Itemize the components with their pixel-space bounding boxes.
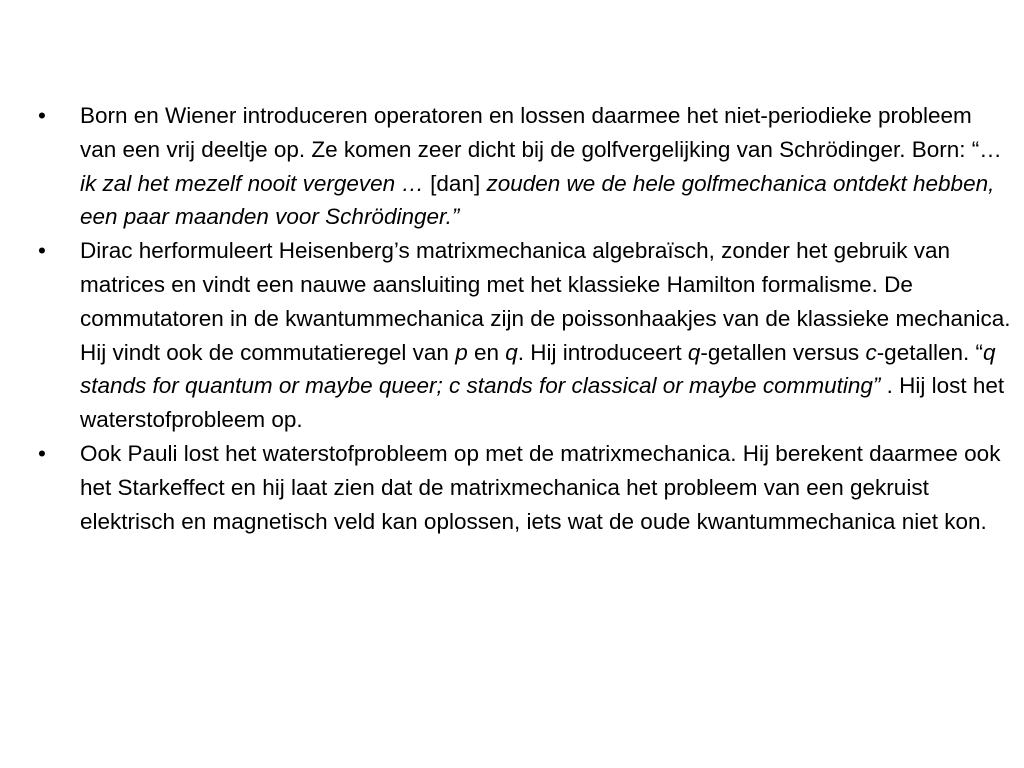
bullet-text — [80, 99, 1014, 234]
bullet-dot-icon: • — [38, 103, 46, 128]
bullet-item — [34, 234, 1014, 437]
bullet-item — [34, 99, 1014, 234]
bullet-dot-icon: • — [38, 238, 46, 264]
text-segment: Born en Wiener introduceren operatoren en lossen daarmee het niet-periodieke probleem van een vrij deeltje op. Ze komen zeer dicht bij de golfvergelijking van Schrödinger. Born: “… — [80, 103, 1002, 162]
bullet-dot-icon: • — [38, 440, 46, 466]
text-segment-italic: q — [505, 339, 518, 365]
text-segment-italic: zouden we de hele golfmechanica ontdekt hebben, een paar maanden voor Schrödinger.” — [80, 170, 995, 230]
text-segment: . Hij lost het waterstofprobleem op. — [80, 373, 1005, 433]
text-segment: Ook Pauli lost het waterstofprobleem op met de matrixmechanica. Hij berekent daarmee ook het Starkeffect en hij laat zien dat de matrixmechanica het probleem van een gekruist elektrisch en magnetisch veld kan oplossen, iets wat de oude kwantummechanica niet kon. — [80, 440, 1001, 534]
text-segment: en — [467, 339, 506, 365]
text-segment-italic: ik zal het mezelf nooit vergeven … — [80, 170, 431, 196]
text-segment: Dirac herformuleert Heisenberg’s matrixmechanica algebraïsch, zonder het gebruik van matrices en vindt een nauwe aansluiting met het klassieke Hamilton formalisme. De commutatoren in de kwantummechanica zijn de poissonhaakjes van de klassieke mechanica. Hij vindt ook de commutatieregel van — [80, 238, 1011, 365]
bullet-text — [80, 234, 1014, 437]
text-segment: -getallen. “ — [876, 339, 983, 365]
text-segment-italic: p — [455, 339, 468, 365]
bullet-item — [34, 437, 1014, 538]
text-segment-italic: q — [687, 339, 701, 365]
bullet-list — [34, 99, 1014, 538]
bullet-text — [80, 437, 1014, 538]
text-segment: -getallen versus — [700, 339, 866, 365]
text-segment: . Hij introduceert — [517, 339, 688, 365]
text-segment-italic: q stands for quantum or maybe queer; c stands for classical or maybe commuting” — [80, 339, 996, 399]
text-segment-italic: c — [865, 339, 877, 365]
text-segment: [dan] — [430, 170, 487, 196]
